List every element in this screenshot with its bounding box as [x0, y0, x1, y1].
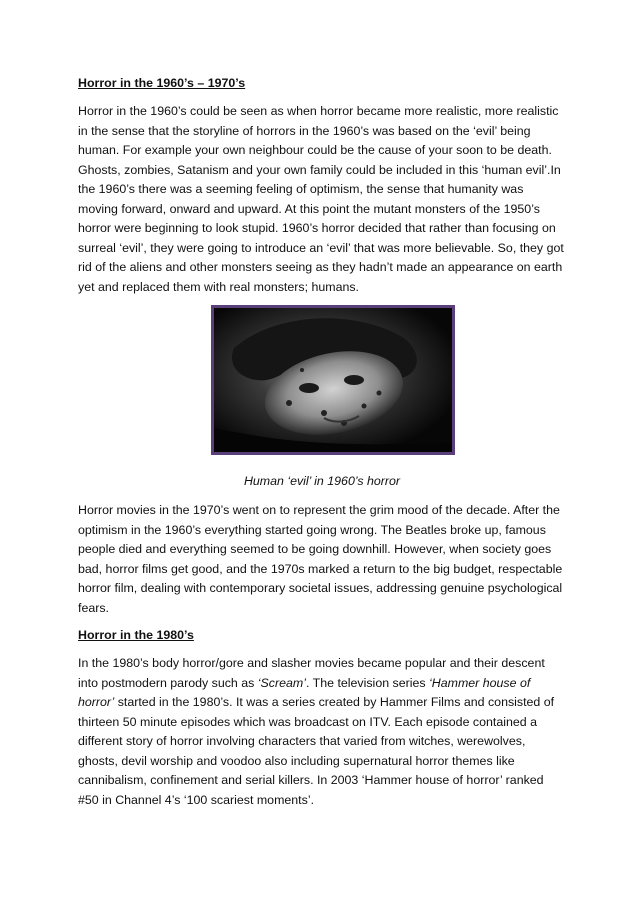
face-mark	[377, 391, 382, 396]
image-caption: Human ‘evil’ in 1960’s horror	[243, 474, 401, 488]
film-still-illustration	[214, 308, 452, 452]
face-mark	[362, 404, 367, 409]
section-heading-1980s: Horror in the 1980’s	[78, 628, 194, 642]
section-heading-1960s-1970s: Horror in the 1960’s – 1970’s	[78, 76, 246, 90]
paragraph-1980s-part-b: . The television series	[305, 675, 430, 690]
document-body	[78, 74, 566, 818]
left-eye	[299, 383, 319, 393]
right-eye	[344, 375, 364, 385]
paragraph-1960s: Horror in the 1960’s could be seen as when horror became more realistic, more realistic in the sense that the storyline of horrors in the 1960’s was based on the ‘evil’ being human. For example your own neighbour could be the cause of your soon to be death. Ghosts, zombies, Satanism and your own family could be included in this ‘human evil’.In the 1960’s there was a seeming feeling of optimism, the sense that humanity was moving forward, onward and upward. At this point the mutant monsters of the 1950’s horror were beginning to look stupid. 1960’s horror decided that rather than focusing on surreal ‘evil’, they were going to introduce an ‘evil’ that was more believable. So, they got rid of the aliens and other monsters seeing as they hadn’t made an appearance on earth yet and replaced them with real monsters; humans.	[78, 104, 564, 294]
paragraph-1980s-part-c: started in the 1980’s. It was a series created by Hammer Films and consisted of thirteen 50 minute episodes which was broadcast on ITV. Each episode contained a different story of horror involving characters that varied from witches, werewolves, ghosts, devil worship and voodoo also including supernatural horror themes like cannibalism, confinement and serial killers. In 2003 ‘Hammer house of horror’ ranked #50 in Channel 4’s ‘100 scariest moments’.	[78, 695, 555, 807]
paragraph-1980s	[78, 654, 566, 810]
face-mark	[300, 368, 304, 372]
paragraph-1970s: Horror movies in the 1970’s went on to represent the grim mood of the decade. After the optimism in the 1960’s everything started going wrong. The Beatles broke up, famous people died and everything seemed to be going downhill. However, when society goes bad, horror films get good, and the 1970s marked a return to the big budget, respectable horror film, dealing with contemporary societal issues, addressing genuine psychological fears.	[78, 503, 563, 615]
series-title-hammer-house: ‘Hammer house of horror’	[78, 675, 531, 709]
face-mark	[321, 410, 327, 416]
face-mark	[286, 400, 292, 406]
paragraph-1980s-part-a: In the 1980’s body horror/gore and slasher movies became popular and their descent into postmodern parody such as	[78, 656, 545, 690]
film-still-image	[211, 305, 455, 455]
film-title-scream: ‘Scream’	[257, 675, 306, 690]
